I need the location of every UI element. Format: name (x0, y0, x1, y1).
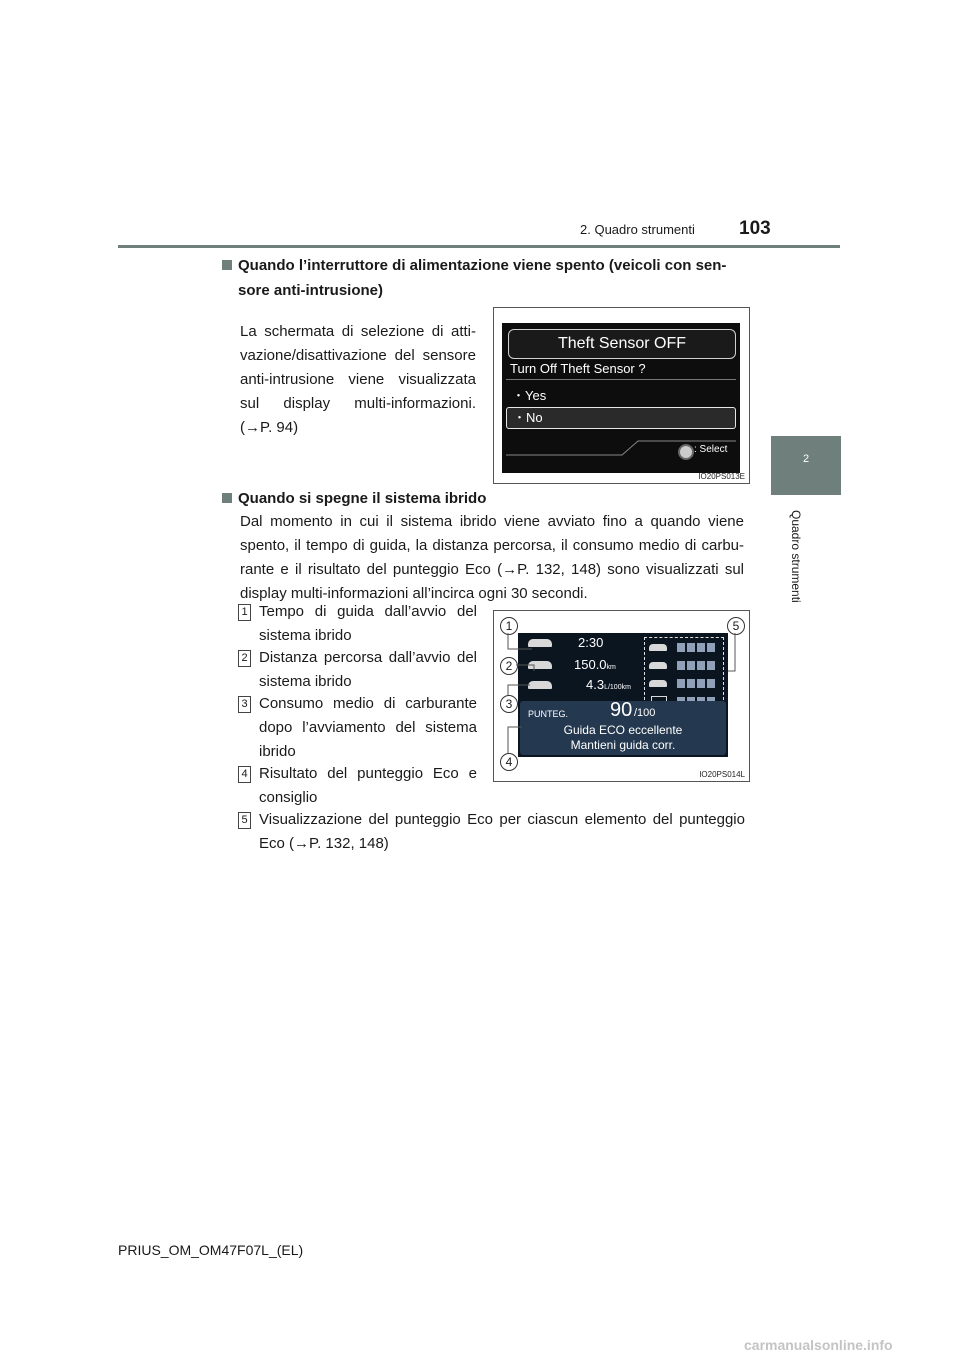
side-label (789, 510, 803, 620)
callout-leader-lines (494, 611, 749, 781)
side-tab-number: 2 (802, 453, 810, 465)
display-screen (502, 323, 740, 473)
callout-2: 2 (500, 657, 518, 675)
item-3-text: Consumo medio di carburante dopo l’avviamento del sistema ibrido (259, 695, 477, 760)
advice-line1: Guida ECO eccellente (563, 723, 683, 737)
item-number-1: 1 (238, 604, 251, 621)
option-no-selected[interactable] (506, 407, 736, 429)
doc-code: PRIUS_OM_OM47F07L_(EL) (118, 1242, 304, 1258)
select-knob-icon (678, 444, 694, 460)
chapter-title: 2. Quadro strumenti (580, 222, 695, 237)
section1-heading: Quando l’interruttore di alimentazione viene spento (veicoli con sen- sore anti-intrusione) (222, 253, 746, 303)
score-max: /100 (634, 707, 656, 719)
item-number-3: 3 (238, 696, 251, 713)
section2-body: Dal momento in cui il sistema ibrido viene avviato fino a quando viene spento, il tempo di guida, la distanza percorsa, il consumo medio di carbu- rante e il risultato del punteggio Eco (→P. 132, 148) sono visualizzati sul display multi-informazioni all’incirca ogni 30 secondi. (240, 513, 744, 602)
watermark: carmanualsonline.info (744, 1337, 893, 1353)
item-5-text: Visualizzazione del punteggio Eco per ciascun elemento del punteggio Eco (→P. 132, 148) (259, 811, 745, 852)
item-1-text: Tempo di guida dall’avvio del sistema ibrido (259, 603, 477, 644)
item-4-text: Risultato del punteggio Eco e consiglio (259, 765, 477, 806)
section1-body: La schermata di selezione di atti- vazione/disattivazione del sensore anti-intrusione viene visualizzata sul display multi-informazioni. (→P. 94) (240, 323, 476, 436)
drive-summary-figure (493, 610, 750, 782)
bullet-square-icon (222, 493, 232, 503)
side-tab (771, 436, 841, 495)
select-label: : Select (694, 444, 728, 455)
callout-5: 5 (727, 617, 745, 635)
page-number: 103 (739, 218, 771, 239)
bullet-square-icon (222, 260, 232, 270)
side-label-text: Quadro strumenti (789, 510, 803, 603)
section2-heading: Quando si spegne il sistema ibrido (222, 486, 746, 511)
item-2-text: Distanza percorsa dall’avvio del sistema ibrido (259, 649, 477, 690)
theft-sensor-figure (493, 307, 750, 484)
screen-title: Theft Sensor OFF (557, 335, 687, 352)
option-yes[interactable]: ・Yes (512, 388, 547, 403)
item-number-4: 4 (238, 766, 251, 783)
header-rule (118, 245, 840, 248)
callout-4: 4 (500, 753, 518, 771)
drive-time: 2:30 (578, 635, 604, 650)
figure-code: IO20PS014L (699, 770, 745, 779)
callout-1: 1 (500, 617, 518, 635)
screen-divider (506, 379, 736, 380)
fuel-consumption: 4.3L/100km (586, 677, 631, 692)
screen-title-box (508, 329, 736, 359)
option-no: ・No (513, 410, 543, 425)
figure-code: IO20PS013E (698, 472, 745, 481)
score-value: 90 (610, 699, 633, 721)
item-number-5: 5 (238, 812, 251, 829)
callout-3: 3 (500, 695, 518, 713)
item-number-2: 2 (238, 650, 251, 667)
screen-question: Turn Off Theft Sensor ? (510, 361, 646, 376)
drive-distance: 150.0km (574, 657, 616, 672)
score-label: PUNTEG. (528, 709, 569, 719)
advice-line2: Mantieni guida corr. (570, 738, 676, 752)
